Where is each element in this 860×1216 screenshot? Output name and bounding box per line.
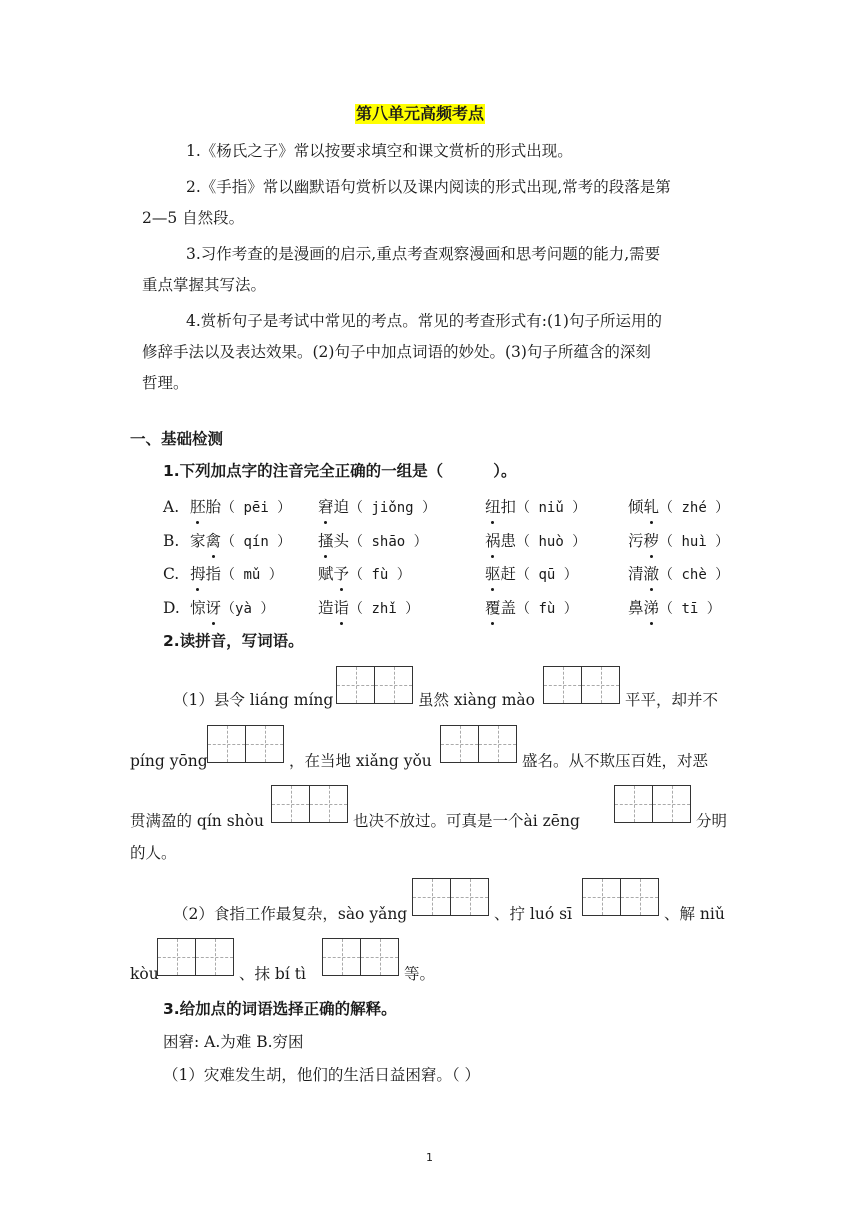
dotted-char: 拇	[190, 565, 206, 583]
word-char: 污	[628, 532, 644, 550]
word-char: 赶	[500, 565, 517, 583]
q2-p1-line2-b: ，在当地 xiǎng yǒu	[289, 752, 432, 770]
pinyin: （ chè ）	[659, 567, 730, 583]
intro-point-2-cont: 2—5 自然段。	[142, 209, 245, 227]
q2-stem: 2.读拼音，写词语。	[163, 632, 304, 650]
q2-p2-line2-c: 等。	[404, 965, 436, 983]
word-char: 家	[190, 532, 206, 550]
option-word	[485, 597, 578, 620]
q2-p2-line1-a: （2）食指工作最复杂，sào yǎng	[173, 905, 408, 923]
word-char: 惊	[190, 599, 206, 617]
option-label: A.	[163, 498, 180, 516]
dotted-char: 讶	[205, 599, 222, 617]
pinyin: （ huì ）	[659, 534, 730, 550]
q1-stem-end: ）。	[493, 462, 517, 480]
word-char: 患	[500, 532, 517, 550]
word-char: 鼻	[628, 599, 644, 617]
page-title: 第八单元高频考点	[356, 104, 485, 123]
pinyin: （ zhǐ ）	[349, 601, 420, 617]
word-char: 盖	[500, 599, 517, 617]
page-number: 1	[426, 1151, 433, 1164]
intro-point-4-cont: 修辞手法以及表达效果。(2)句子中加点词语的妙处。(3)句子所蕴含的深刻	[142, 343, 651, 361]
pinyin: （ fù ）	[516, 601, 578, 617]
q2-p2-line1-b: 、拧 luó sī	[494, 905, 573, 923]
q2-p1-line1-c: 平平，却并不	[625, 691, 719, 709]
word-char: 倾	[628, 498, 644, 516]
option-label: C.	[163, 565, 180, 583]
q2-p1-line3-c: 分明	[696, 812, 728, 830]
q1-stem-text: 1.下列加点字的注音完全正确的一组是（	[163, 462, 444, 480]
option-word	[485, 496, 586, 519]
pinyin: （ pēi ）	[221, 500, 292, 516]
intro-point-2: 2.《手指》常以幽默语句赏析以及课内阅读的形式出现,常考的段落是第	[186, 178, 671, 196]
writing-grid[interactable]	[582, 878, 659, 916]
q2-p2-line2-b: 、抹 bí tì	[239, 965, 306, 983]
dotted-char: 祸	[485, 532, 501, 550]
dotted-char: 澈	[643, 565, 660, 583]
q2-p1-line3-a: 贯满盈的 qín shòu	[130, 812, 264, 830]
option-word	[190, 597, 274, 620]
option-word	[485, 530, 586, 553]
dotted-char: 涕	[643, 599, 660, 617]
dotted-char: 窘	[318, 498, 334, 516]
writing-grid[interactable]	[543, 666, 620, 704]
option-word	[318, 563, 411, 586]
pinyin: （ zhé ）	[659, 500, 730, 516]
writing-grid[interactable]	[207, 725, 284, 763]
dotted-char: 覆	[485, 599, 501, 617]
dotted-char: 秽	[643, 532, 660, 550]
writing-grid[interactable]	[157, 938, 234, 976]
option-word	[628, 563, 729, 586]
dotted-char: 禽	[205, 532, 222, 550]
word-char: 迫	[333, 498, 350, 516]
word-char: 头	[333, 532, 350, 550]
dotted-char: 诣	[333, 599, 350, 617]
option-word	[190, 530, 291, 553]
writing-grid[interactable]	[322, 938, 399, 976]
pinyin: （ huò ）	[516, 534, 587, 550]
pinyin: （ mǔ ）	[221, 567, 283, 583]
pinyin: （ qū ）	[516, 567, 578, 583]
dotted-char: 搔	[318, 532, 334, 550]
option-word	[318, 530, 428, 553]
q2-p1-line1-b: 虽然 xiàng mào	[418, 691, 535, 709]
option-word	[628, 530, 729, 553]
option-word	[318, 496, 436, 519]
option-label: B.	[163, 532, 180, 550]
dotted-char: 驱	[485, 565, 501, 583]
pinyin: （ fù ）	[349, 567, 411, 583]
dotted-char: 予	[333, 565, 350, 583]
q3-options: 困窘: A.为难 B.穷困	[163, 1033, 304, 1051]
word-char: 造	[318, 599, 334, 617]
option-word	[190, 496, 291, 519]
pinyin: （ niǔ ）	[516, 500, 587, 516]
q3-stem: 3.给加点的词语选择正确的解释。	[163, 1000, 397, 1018]
writing-grid[interactable]	[440, 725, 517, 763]
q3-sentence-1: （1）灾难发生胡，他们的生活日益困窘。（ ）	[163, 1066, 481, 1084]
word-char: 胎	[205, 498, 222, 516]
q2-p1-line3-b: 也决不放过。可真是一个ài zēng	[353, 812, 580, 830]
q2-p2-line1-c: 、解 niǔ	[664, 905, 725, 923]
intro-point-4-end: 哲理。	[142, 374, 189, 392]
dotted-char: 轧	[643, 498, 660, 516]
option-label: D.	[163, 599, 180, 617]
dotted-char: 胚	[190, 498, 206, 516]
pinyin: （yà ）	[221, 601, 275, 617]
writing-grid[interactable]	[336, 666, 413, 704]
q2-p1-line1-a: （1）县令 liáng míng	[173, 691, 334, 709]
dotted-char: 纽	[485, 498, 501, 516]
q2-p1-line4: 的人。	[130, 844, 177, 862]
writing-grid[interactable]	[412, 878, 489, 916]
word-char: 指	[205, 565, 222, 583]
word-char: 赋	[318, 565, 334, 583]
section-heading: 一、基础检测	[130, 430, 224, 448]
intro-point-1: 1.《杨氏之子》常以按要求填空和课文赏析的形式出现。	[186, 142, 573, 160]
q1-stem	[163, 460, 516, 482]
word-char: 清	[628, 565, 644, 583]
q2-p1-line2-a: píng yōng	[130, 752, 208, 770]
intro-point-3: 3.习作考查的是漫画的启示,重点考查观察漫画和思考问题的能力,需要	[186, 245, 661, 263]
pinyin: （ tī ）	[659, 601, 721, 617]
writing-grid[interactable]	[271, 785, 348, 823]
pinyin: （ shāo ）	[349, 534, 428, 550]
intro-point-4: 4.赏析句子是考试中常见的考点。常见的考查形式有:(1)句子所运用的	[186, 312, 662, 330]
option-word	[628, 496, 729, 519]
option-word	[190, 563, 283, 586]
word-char: 扣	[500, 498, 517, 516]
pinyin: （ qín ）	[221, 534, 292, 550]
writing-grid[interactable]	[614, 785, 691, 823]
option-word	[628, 597, 721, 620]
option-word	[485, 563, 578, 586]
intro-point-3-cont: 重点掌握其写法。	[142, 276, 267, 294]
pinyin: （ jiǒng ）	[349, 500, 437, 516]
q2-p2-line2-a: kòu	[130, 965, 159, 983]
q2-p1-line2-c: 盛名。从不欺压百姓，对恶	[522, 752, 709, 770]
option-word	[318, 597, 419, 620]
